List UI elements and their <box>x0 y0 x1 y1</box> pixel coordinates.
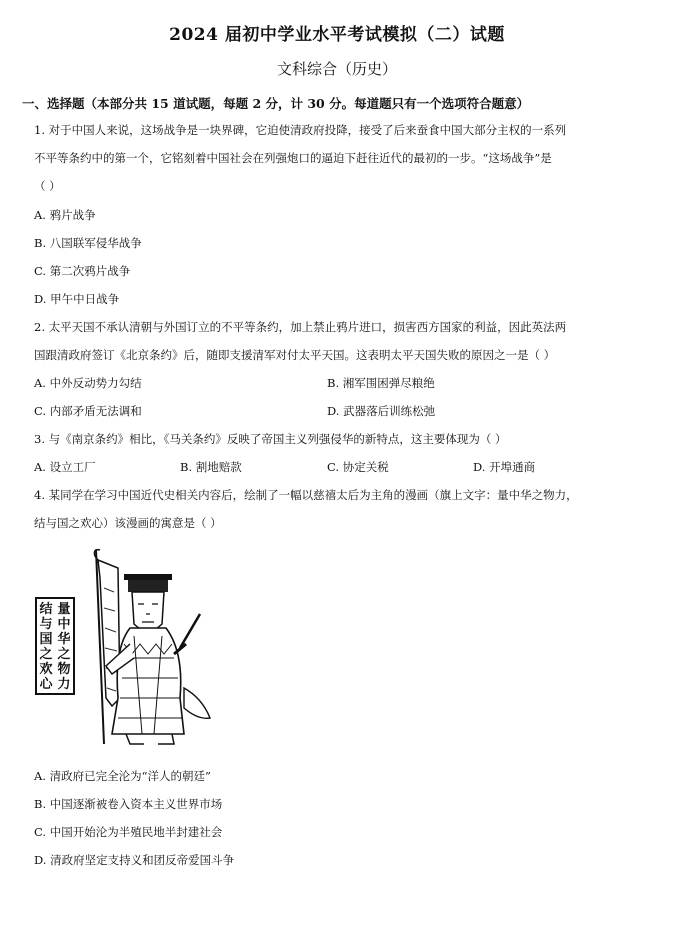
banner-char: 之 <box>39 647 53 662</box>
q3-option-c[interactable]: C. 协定关税 <box>327 460 389 474</box>
section-heading: 一、选择题（本部分共 15 道试题，每题 2 分，计 30 分。每道题只有一个选项符合题意） <box>22 96 530 111</box>
cixi-cartoon-illustration <box>34 548 214 746</box>
banner-char: 之 <box>57 647 71 662</box>
q4-option-c[interactable]: C. 中国开始沦为半殖民地半封建社会 <box>34 825 223 839</box>
q3-option-a[interactable]: A. 设立工厂 <box>34 460 96 474</box>
question-3-line-1: 3. 与《南京条约》相比，《马关条约》反映了帝国主义列强侵华的新特点，这主要体现为（ ） <box>34 432 507 446</box>
banner-char: 华 <box>57 632 71 647</box>
banner-char: 力 <box>57 677 71 692</box>
exam-subtitle: 文科综合（历史） <box>276 60 397 78</box>
question-2-line-2: 国跟清政府签订《北京条约》后，随即支援清军对付太平天国。这表明太平天国失败的原因之一是（ ） <box>34 348 556 362</box>
q2-option-a[interactable]: A. 中外反动势力勾结 <box>34 376 142 390</box>
q3-option-d[interactable]: D. 开埠通商 <box>473 460 536 474</box>
question-1-line-1: 1. 对于中国人来说，这场战争是一块界碑，它迫使清政府投降，接受了后来蚕食中国大部分主权的一系列 <box>34 123 567 137</box>
q4-option-a[interactable]: A. 清政府已完全沦为“洋人的朝廷” <box>34 769 211 783</box>
question-1-line-3: （ ） <box>34 179 61 193</box>
q1-option-a[interactable]: A. 鸦片战争 <box>34 208 96 222</box>
q1-option-d[interactable]: D. 甲午中日战争 <box>34 292 120 306</box>
q1-option-c[interactable]: C. 第二次鸦片战争 <box>34 264 131 278</box>
banner-char: 结 <box>39 602 53 617</box>
banner-char: 国 <box>39 632 53 647</box>
q4-option-b[interactable]: B. 中国逐渐被卷入资本主义世界市场 <box>34 797 223 811</box>
banner-char: 心 <box>39 677 53 692</box>
banner-char: 物 <box>57 662 71 677</box>
q2-option-b[interactable]: B. 湘军围困弹尽粮绝 <box>327 376 435 390</box>
banner-char: 中 <box>57 617 71 632</box>
q1-option-b[interactable]: B. 八国联军侵华战争 <box>34 236 142 250</box>
q2-option-c[interactable]: C. 内部矛盾无法调和 <box>34 404 142 418</box>
banner-char: 量 <box>57 602 71 617</box>
q3-option-b[interactable]: B. 割地赔款 <box>180 460 242 474</box>
banner-char: 欢 <box>39 662 53 677</box>
banner-char: 与 <box>39 617 53 632</box>
q2-option-d[interactable]: D. 武器落后训练松弛 <box>327 404 436 418</box>
exam-title: 2024 届初中学业水平考试模拟（二）试题 <box>169 25 505 45</box>
q4-option-d[interactable]: D. 清政府坚定支持义和团反帝爱国斗争 <box>34 853 235 867</box>
question-1-line-2: 不平等条约中的第一个，它铭刻着中国社会在列强炮口的逼迫下赶往近代的最初的一步。“这场战争”是 <box>34 151 552 165</box>
question-2-line-1: 2. 太平天国不承认清朝与外国订立的不平等条约，加上禁止鸦片进口，损害西方国家的利益，因此英法两 <box>34 320 567 334</box>
question-4-line-1: 4. 某同学在学习中国近代史相关内容后，绘制了一幅以慈禧太后为主角的漫画（旗上文字：量中华之物力， <box>34 488 578 502</box>
question-4-line-2: 结与国之欢心）该漫画的寓意是（ ） <box>34 516 222 530</box>
